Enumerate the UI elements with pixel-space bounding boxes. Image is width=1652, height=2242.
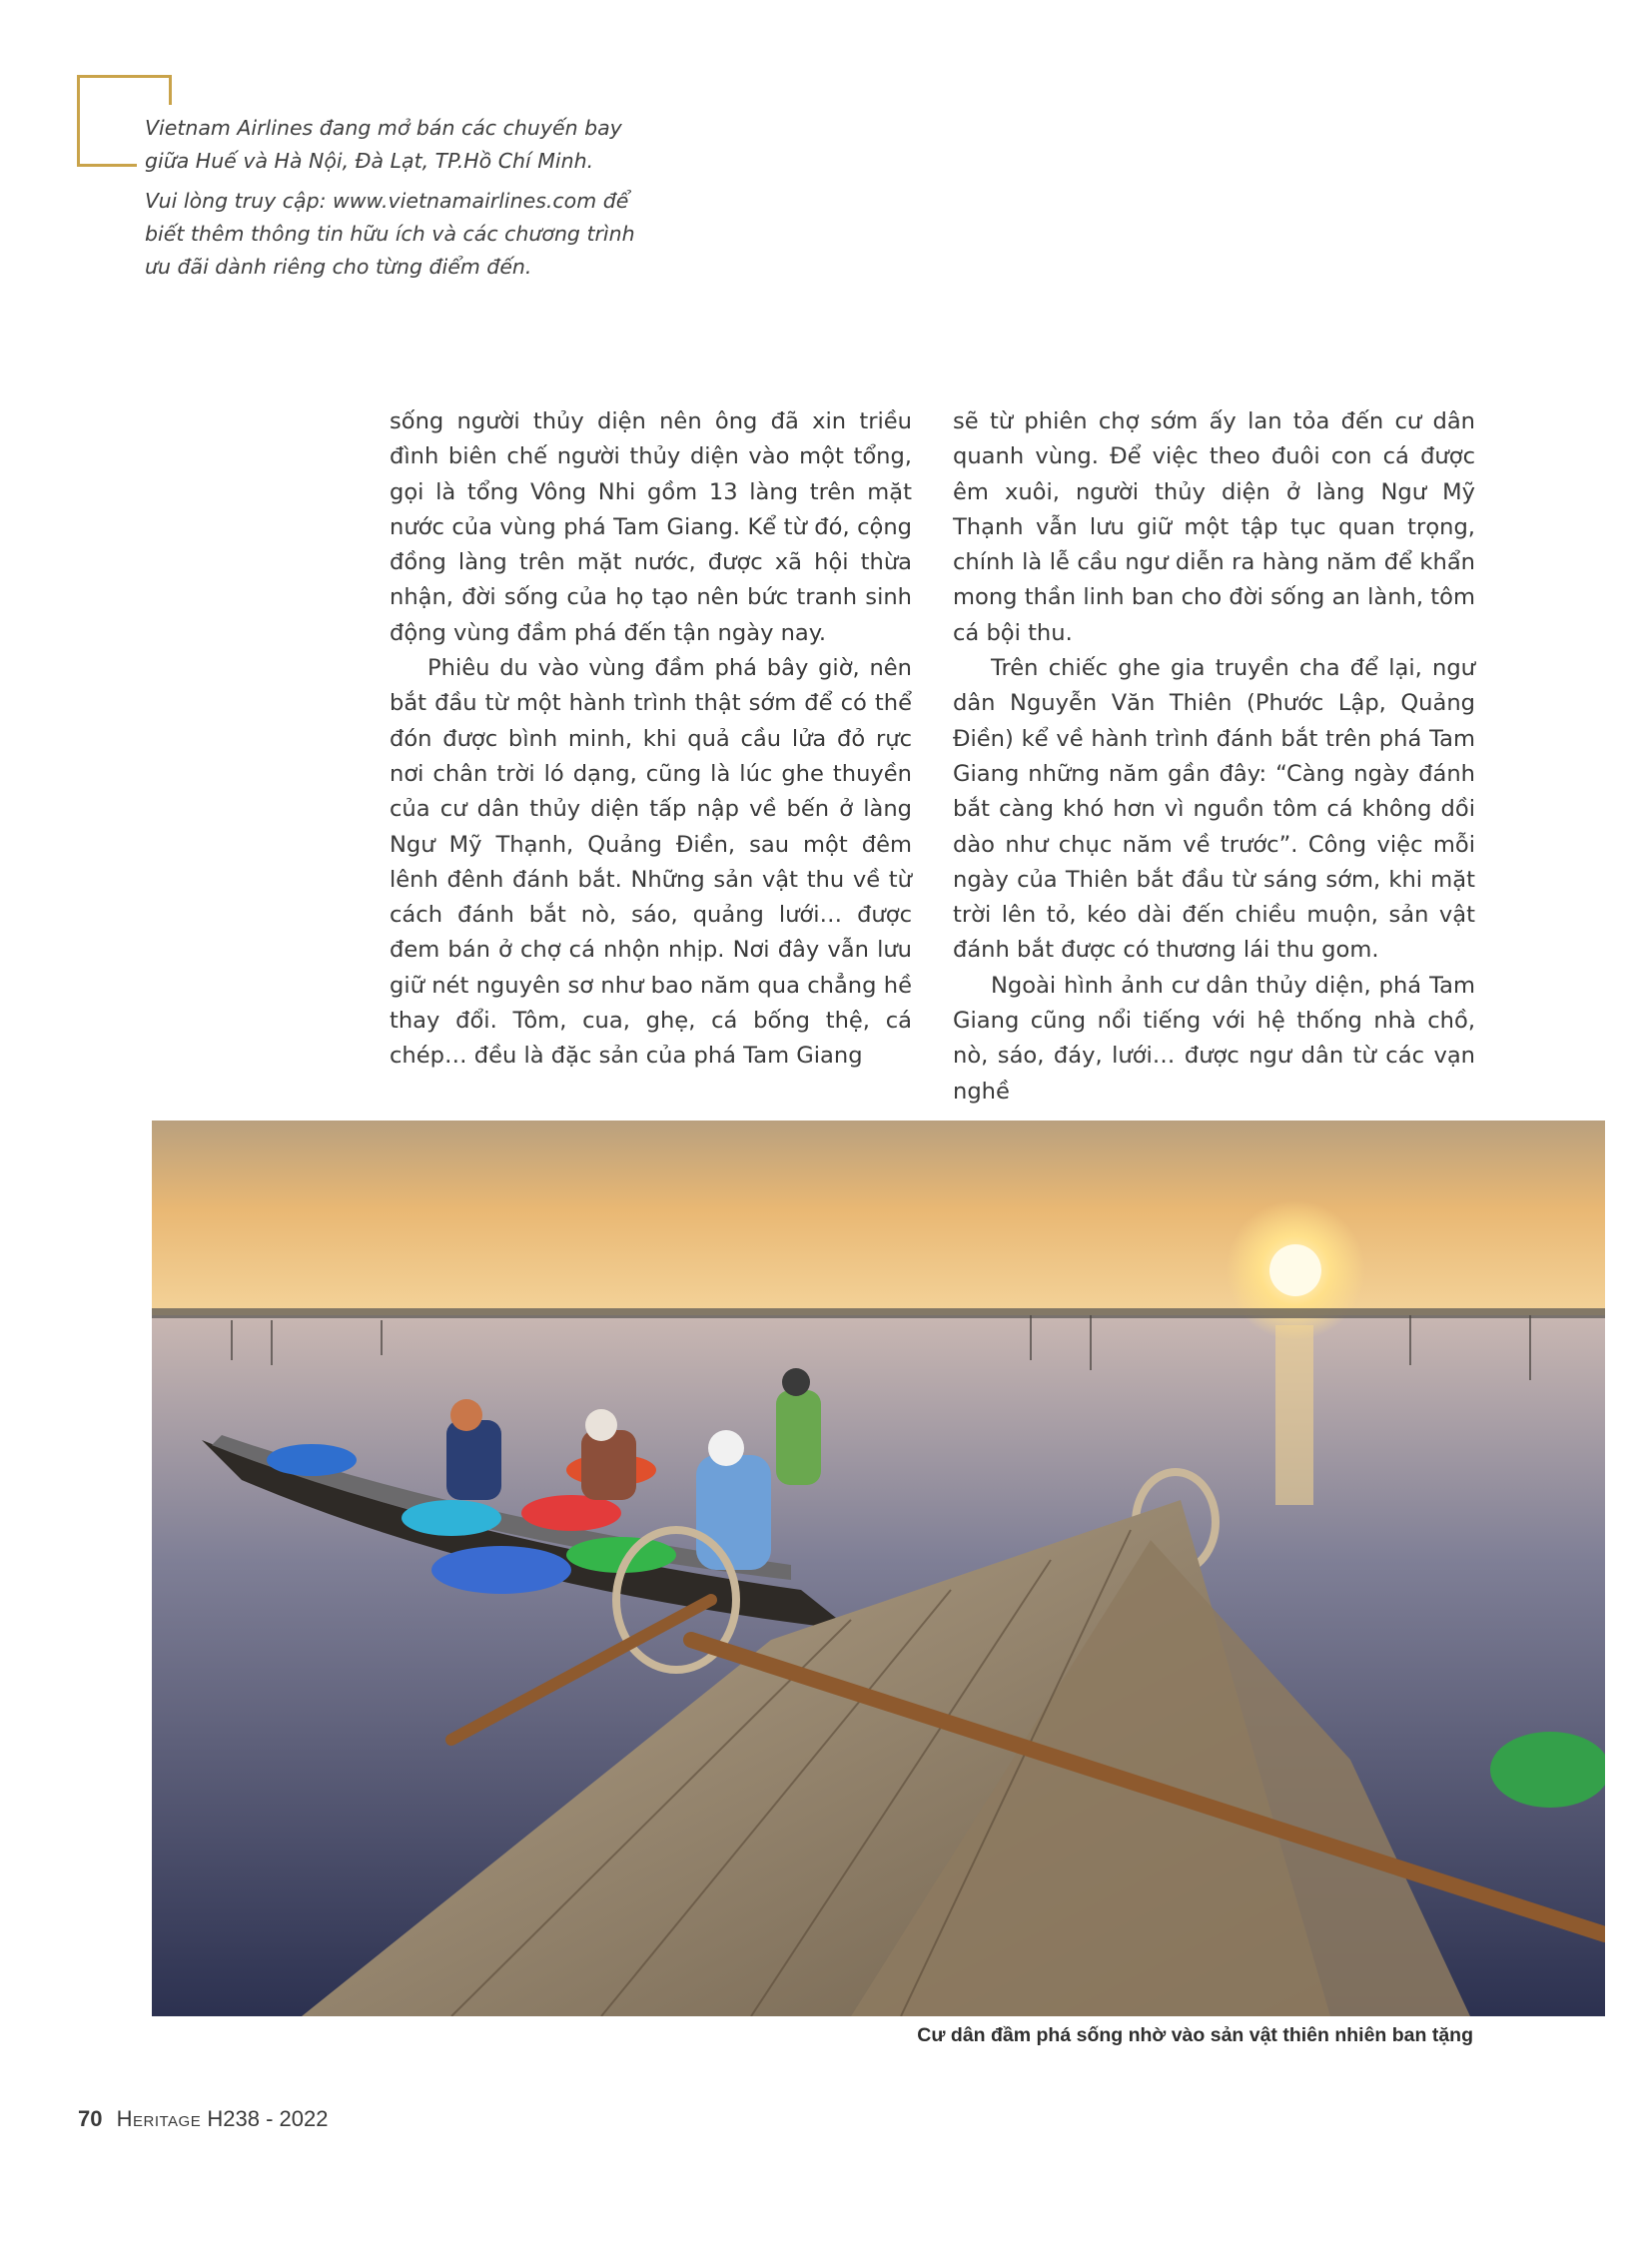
airline-sidenote (145, 112, 664, 291)
corner-bracket-left (77, 75, 80, 167)
page-number: 70 (78, 2106, 103, 2131)
issue-number: H238 - 2022 (207, 2106, 329, 2131)
corner-bracket-top (77, 75, 172, 78)
magazine-name: Heritage (116, 2106, 202, 2131)
photo-caption: Cư dân đầm phá sống nhờ vào sản vật thiên nhiên ban tặng (917, 2024, 1473, 2046)
article-column-left (390, 404, 912, 1075)
photo-illustration (152, 1121, 1605, 2016)
corner-bracket-bottom (77, 164, 137, 167)
article-column-right (953, 404, 1475, 1110)
page-footer (78, 2106, 328, 2132)
lagoon-sunrise-photo (152, 1121, 1605, 2016)
paragraph: sống người thủy diện nên ông đã xin triều đình biên chế người thủy diện vào một tổng, gọi là tổng Vông Nhi gồm 13 làng trên mặt nước của vùng phá Tam Giang. Kể từ đó, cộng đồng làng trên mặt nước, được xã hội thừa nhận, đời sống của họ tạo nên bức tranh sinh động vùng đầm phá đến tận ngày nay. (390, 408, 912, 646)
paragraph: Ngoài hình ảnh cư dân thủy diện, phá Tam Giang cũng nổi tiếng với hệ thống nhà chồ, nò, sáo, đáy, lưới… được ngư dân từ các vạn nghề (953, 972, 1475, 1105)
sidenote-website: Vui lòng truy cập: www.vietnamairlines.com để biết thêm thông tin hữu ích và các chương trình ưu đãi dành riêng cho từng điểm đến. (145, 189, 635, 279)
corner-bracket-tick (169, 75, 172, 105)
paragraph: sẽ từ phiên chợ sớm ấy lan tỏa đến cư dân quanh vùng. Để việc theo đuôi con cá được êm xuôi, người thủy diện ở làng Ngư Mỹ Thạnh vẫn lưu giữ một tập tục quan trọng, chính là lễ cầu ngư diễn ra hàng năm để khẩn mong thần linh ban cho đời sống an lành, tôm cá bội thu. (953, 408, 1475, 646)
paragraph: Phiêu du vào vùng đầm phá bây giờ, nên bắt đầu từ một hành trình thật sớm để có thể đón được bình minh, khi quả cầu lửa đỏ rực nơi chân trời ló dạng, cũng là lúc ghe thuyền của cư dân thủy diện tấp nập về bến ở làng Ngư Mỹ Thạnh, Quảng Điền, sau một đêm lênh đênh đánh bắt. Những sản vật thu về từ cách đánh bắt nò, sáo, quảng lưới… được đem bán ở chợ cá nhộn nhịp. Nơi đây vẫn lưu giữ nét nguyên sơ như bao năm qua chẳng hề thay đổi. Tôm, cua, ghẹ, cá bống thệ, cá chép… đều là đặc sản của phá Tam Giang (390, 655, 912, 1070)
sidenote-flights: Vietnam Airlines đang mở bán các chuyến bay giữa Huế và Hà Nội, Đà Lạt, TP.Hồ Chí Minh. (145, 116, 622, 173)
paragraph: Trên chiếc ghe gia truyền cha để lại, ngư dân Nguyễn Văn Thiên (Phước Lập, Quảng Điền) kể về hành trình đánh bắt trên phá Tam Giang những năm gần đây: “Càng ngày đánh bắt càng khó hơn vì nguồn tôm cá không dồi dào như chục năm về trước”. Công việc mỗi ngày của Thiên bắt đầu từ sáng sớm, khi mặt trời lên tỏ, kéo dài đến chiều muộn, sản vật đánh bắt được có thương lái thu gom. (953, 655, 1475, 964)
